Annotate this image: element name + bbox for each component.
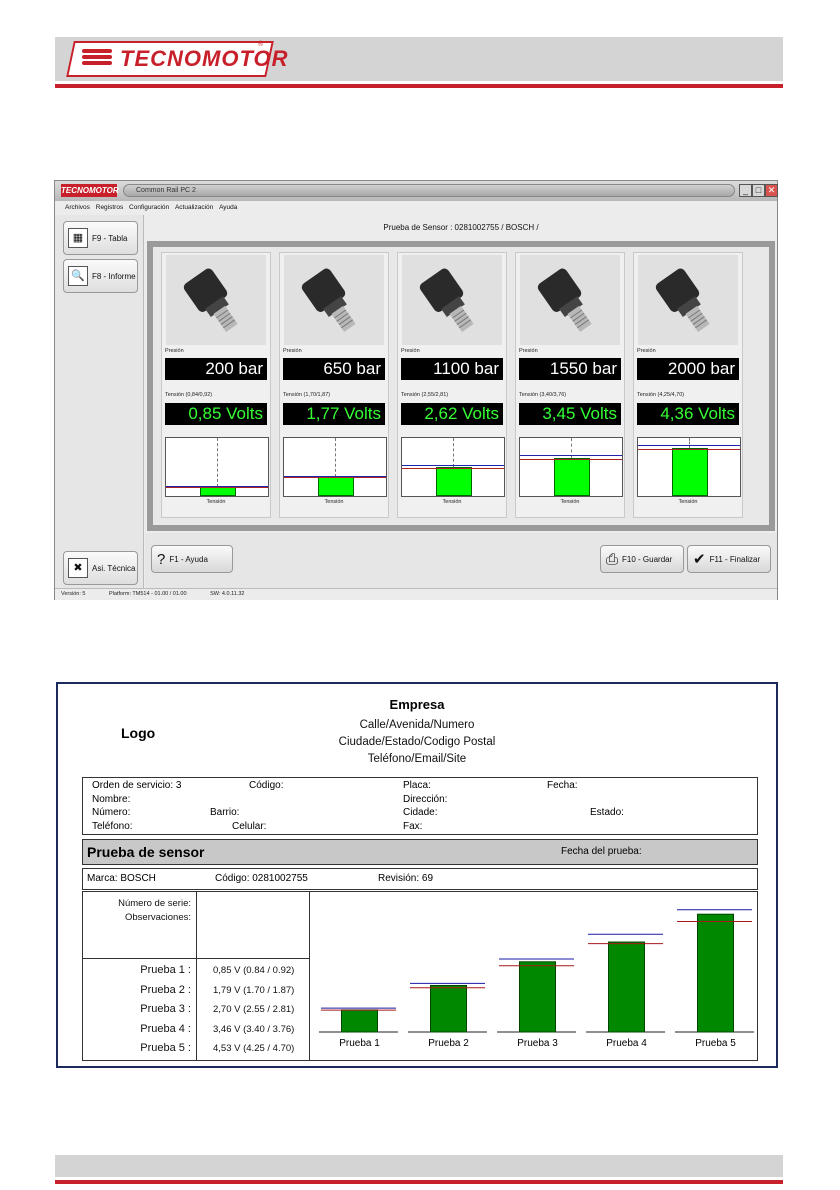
- finish-label: F11 - Finalizar: [709, 554, 761, 564]
- lower-limit-line: [166, 487, 268, 488]
- graph-center-marker: [689, 438, 690, 448]
- test-value: 0,85 V (0.84 / 0.92): [213, 965, 295, 976]
- test-results-box: [82, 891, 758, 1061]
- test-value: 2,70 V (2.55 / 2.81): [213, 1004, 295, 1015]
- sensor-card: [397, 252, 507, 518]
- status-sw: SW: 4.0.11.32: [210, 591, 245, 597]
- menu-bar: [55, 202, 777, 214]
- test-label: Prueba 3 :: [140, 1003, 191, 1015]
- sensor-code: Código: 0281002755: [215, 873, 308, 884]
- pressure-label: Presión: [519, 348, 538, 354]
- tension-range-label: Tensión (0,84/0,92): [165, 392, 213, 398]
- tension-range-label: Tensión (1,70/1,87): [283, 392, 331, 398]
- tension-graph-caption: Tensión: [678, 499, 698, 505]
- checkmark-icon: ✔: [693, 551, 706, 568]
- asistencia-button[interactable]: [63, 551, 138, 585]
- pressure-sensor-icon: [284, 255, 384, 345]
- voltage-bar: [554, 458, 590, 496]
- pressure-label: Presión: [401, 348, 420, 354]
- save-button[interactable]: [600, 545, 684, 573]
- tension-graph: [637, 437, 741, 497]
- info-fecha: Fecha:: [547, 780, 578, 791]
- sensor-row: [153, 247, 769, 525]
- client-info-box: [82, 777, 758, 835]
- pressure-sensor-icon: [166, 255, 266, 345]
- report-address-3: Teléfono/Email/Site: [367, 753, 467, 765]
- lower-limit-line: [520, 459, 622, 460]
- logo-reg-mark: ®: [258, 41, 264, 48]
- report-sheet: [56, 682, 778, 1068]
- chart-category-label: Prueba 4: [606, 1038, 647, 1049]
- chart-bar: [342, 1010, 378, 1032]
- chart-bar: [609, 942, 645, 1032]
- chart-bar: [698, 914, 734, 1032]
- tension-graph-caption: Tensión: [206, 499, 226, 505]
- tabla-label: F9 - Tabla: [92, 233, 128, 243]
- footer-red-rule: [55, 1180, 783, 1184]
- sensor-brand: Marca: BOSCH: [87, 873, 156, 884]
- info-numero: Número:: [92, 807, 131, 818]
- chart-bar: [520, 962, 556, 1032]
- voltage-display: 3,45 Volts: [519, 403, 621, 425]
- menu-registros[interactable]: Registros: [95, 204, 124, 211]
- test-label: Prueba 1 :: [140, 964, 191, 976]
- main-title: Prueba de Sensor : 0281002755 / BOSCH /: [383, 223, 539, 232]
- info-celular: Celular:: [232, 821, 267, 832]
- informe-label: F8 - Informe: [92, 271, 136, 281]
- menu-archivos[interactable]: Archivos: [65, 204, 90, 211]
- tension-graph-caption: Tensión: [442, 499, 462, 505]
- sensor-panel: [147, 241, 775, 531]
- upper-limit-line: [166, 486, 268, 487]
- chart-category-label: Prueba 5: [695, 1038, 736, 1049]
- voltage-bar: [436, 467, 472, 496]
- observations-label: Observaciones:: [124, 912, 191, 923]
- table-icon: ▦: [68, 228, 88, 248]
- finish-button[interactable]: [687, 545, 771, 573]
- report-company: Empresa: [389, 697, 445, 712]
- header-red-rule: [55, 84, 783, 88]
- voltage-display: 0,85 Volts: [165, 403, 267, 425]
- chart-category-label: Prueba 2: [428, 1038, 469, 1049]
- title-bar[interactable]: [55, 181, 777, 201]
- tension-graph: [165, 437, 269, 497]
- app-logo: TECNOMOTOR: [61, 186, 119, 195]
- tension-range-label: Tensión (3,40/3,76): [519, 392, 567, 398]
- sensor-card: [161, 252, 271, 518]
- app-window: [54, 180, 778, 600]
- help-label: F1 - Ayuda: [169, 554, 208, 564]
- chart-category-label: Prueba 3: [517, 1038, 558, 1049]
- chart-bar: [431, 985, 467, 1032]
- graph-center-marker: [335, 438, 336, 477]
- info-estado: Estado:: [590, 807, 624, 818]
- voltage-display: 4,36 Volts: [637, 403, 739, 425]
- report-section-banner: [82, 839, 758, 865]
- info-barrio: Barrio:: [210, 807, 240, 818]
- tabla-button[interactable]: [63, 221, 138, 255]
- info-nombre: Nombre:: [92, 794, 131, 805]
- chart-category-label: Prueba 1: [339, 1038, 380, 1049]
- status-version: Versión: 5: [61, 591, 86, 597]
- pressure-display: 1100 bar: [401, 358, 503, 380]
- report-section-title: Prueba de sensor: [87, 844, 205, 860]
- info-placa: Placa:: [403, 780, 431, 791]
- info-cidade: Cidade:: [403, 807, 438, 818]
- window-title: Common Rail PC 2: [123, 184, 735, 197]
- lower-limit-line: [284, 477, 386, 478]
- test-label: Prueba 4 :: [140, 1022, 191, 1035]
- voltage-bar: [672, 448, 708, 496]
- info-fax: Fax:: [403, 821, 423, 832]
- magnifier-icon: 🔍: [68, 266, 88, 286]
- info-direccion: Dirección:: [403, 794, 448, 805]
- sensor-id-box: [82, 868, 758, 890]
- test-label: Prueba 2 :: [140, 983, 191, 996]
- test-value: 4,53 V (4.25 / 4.70): [213, 1043, 295, 1054]
- pressure-display: 200 bar: [165, 358, 267, 380]
- question-icon: ?: [157, 550, 166, 568]
- tension-range-label: Tensión (2,55/2,81): [401, 392, 449, 398]
- save-icon: ⎙: [606, 550, 619, 568]
- sensor-card: [515, 252, 625, 518]
- tension-graph: [401, 437, 505, 497]
- info-codigo: Código:: [249, 780, 284, 791]
- menu-configuracion[interactable]: Configuración: [129, 204, 170, 211]
- report-test-date: Fecha del prueba:: [561, 846, 642, 857]
- informe-button[interactable]: [63, 259, 138, 293]
- graph-center-marker: [453, 438, 454, 467]
- menu-actualizacion[interactable]: Actualización: [174, 204, 214, 211]
- info-telefono: Teléfono:: [92, 821, 133, 832]
- report-address-2: Ciudade/Estado/Codigo Postal: [338, 736, 496, 748]
- report-address-1: Calle/Avenida/Numero: [359, 719, 475, 731]
- lower-limit-line: [638, 449, 740, 450]
- sensor-card: [633, 252, 743, 518]
- report-logo-placeholder: Logo: [121, 725, 156, 741]
- maximize-button[interactable]: □: [752, 184, 765, 197]
- voltage-display: 2,62 Volts: [401, 403, 503, 425]
- lower-limit-line: [402, 468, 504, 469]
- bottom-toolbar: [145, 533, 777, 589]
- pressure-sensor-icon: [520, 255, 620, 345]
- upper-limit-line: [402, 465, 504, 466]
- close-button[interactable]: ✕: [765, 184, 778, 197]
- save-label: F10 - Guardar: [622, 554, 673, 564]
- tension-graph: [519, 437, 623, 497]
- pressure-label: Presión: [637, 348, 656, 354]
- test-value: 3,46 V (3.40 / 3.76): [213, 1023, 295, 1035]
- upper-limit-line: [638, 445, 740, 446]
- voltage-display: 1,77 Volts: [283, 403, 385, 425]
- sensor-card: [279, 252, 389, 518]
- pressure-display: 650 bar: [283, 358, 385, 380]
- pressure-label: Presión: [165, 348, 184, 354]
- upper-limit-line: [520, 455, 622, 456]
- logo-stripes-icon: [82, 49, 112, 71]
- test-label: Prueba 5 :: [140, 1042, 191, 1054]
- help-button[interactable]: [151, 545, 233, 573]
- upper-limit-line: [284, 476, 386, 477]
- info-orden: Orden de servicio: 3: [92, 780, 182, 791]
- sensor-revision: Revisión: 69: [378, 873, 434, 884]
- tension-graph-caption: Tensión: [560, 499, 580, 505]
- pressure-display: 1550 bar: [519, 358, 621, 380]
- report-bar-chart: [311, 892, 757, 1060]
- pressure-display: 2000 bar: [637, 358, 739, 380]
- sidebar: [55, 215, 144, 589]
- minimize-button[interactable]: _: [739, 184, 752, 197]
- logo-text: TECNOMOTOR: [120, 46, 289, 71]
- pressure-sensor-icon: [402, 255, 502, 345]
- test-value: 1,79 V (1.70 / 1.87): [213, 984, 295, 996]
- status-platform: Platform: TM514 - 01.00 / 01.00: [109, 591, 187, 597]
- status-bar: [55, 588, 777, 600]
- asistencia-label: Asi. Técnica: [92, 563, 136, 573]
- serial-number-label: Número de serie:: [118, 898, 191, 909]
- tools-icon: ✖: [68, 558, 88, 578]
- voltage-bar: [318, 477, 354, 496]
- page-footer-band: [55, 1155, 783, 1177]
- tension-graph: [283, 437, 387, 497]
- pressure-sensor-icon: [638, 255, 738, 345]
- menu-ayuda[interactable]: Ayuda: [219, 204, 238, 211]
- graph-center-marker: [217, 438, 218, 487]
- pressure-label: Presión: [283, 348, 302, 354]
- tension-range-label: Tensión (4,25/4,70): [637, 392, 685, 398]
- tension-graph-caption: Tensión: [324, 499, 344, 505]
- voltage-bar: [200, 487, 236, 496]
